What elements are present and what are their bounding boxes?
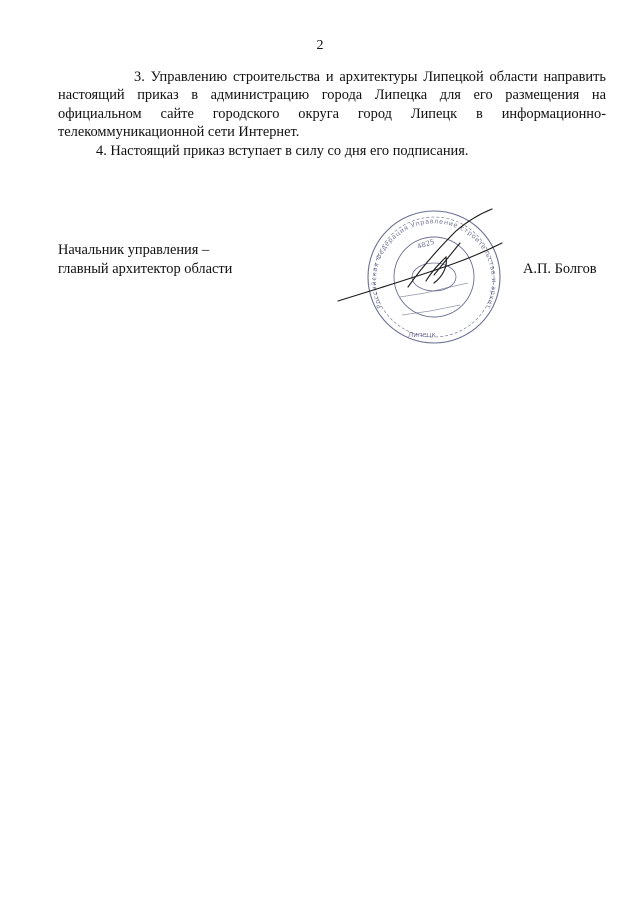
seal-outer-text: Российская Федерация Управление строительства и архит bbox=[369, 217, 499, 311]
paragraph-text: Настоящий приказ вступает в силу со дня его подписания. bbox=[110, 142, 469, 159]
signatory-position bbox=[58, 241, 232, 279]
seal-id-text: 4825 bbox=[416, 237, 436, 251]
signatory-position-line-1: Начальник управления – bbox=[58, 242, 210, 258]
paragraph-3 bbox=[58, 68, 606, 142]
seal-graphic bbox=[330, 205, 510, 345]
signatory-position-line-2: главный архитектор области bbox=[58, 261, 233, 277]
page-number: 2 bbox=[316, 38, 324, 53]
signatory-name: А.П. Болгов bbox=[523, 261, 597, 277]
paragraph-number: 3. bbox=[134, 69, 145, 85]
paragraph-number: 4. bbox=[96, 142, 107, 159]
paragraph-text: Управлению строительства и архитектуры Липецкой области направить настоящий приказ в администрацию города Липецка для его размещения на официальном сайте городского округа город Липецк в информационно-телекоммуникационной сети Интернет. bbox=[58, 69, 606, 141]
seal-city-text: Липецк bbox=[408, 331, 436, 339]
paragraph-4 bbox=[58, 142, 606, 160]
official-seal-stamp bbox=[330, 205, 510, 345]
document-body bbox=[58, 68, 606, 160]
